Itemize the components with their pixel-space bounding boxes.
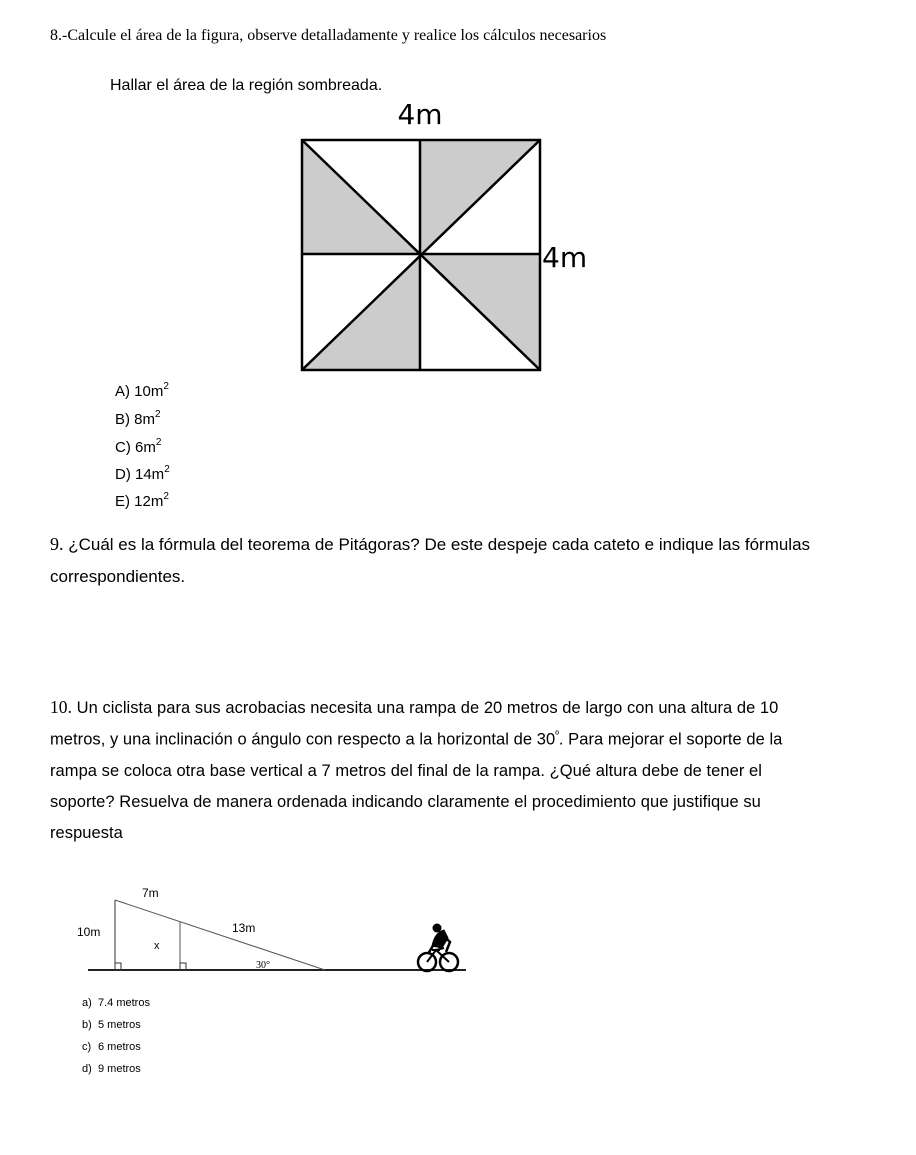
- option-c: C) $6m^2$: [115, 437, 162, 456]
- side-dimension-label: 4m: [542, 241, 588, 274]
- answer-a: a) 7.4 metros: [82, 997, 150, 1009]
- right-angle-mark-2: [180, 963, 186, 970]
- answer-b: b) 5 metros: [82, 1019, 141, 1031]
- ramp-figure: [70, 878, 480, 983]
- answer-c: c) 6 metros: [82, 1041, 141, 1053]
- shaded-square-figure: [290, 92, 620, 377]
- question-10-line-4: soporte? Resuelva de manera ordenada indicando claramente el procedimiento que justifique su: [50, 793, 761, 811]
- question-9-line-2: correspondientes.: [50, 567, 186, 586]
- question-10-line-3: rampa se coloca otra base vertical a 7 metros del final de la rampa. ¿Qué altura debe de tener el: [50, 762, 762, 780]
- label-13m: 13m: [232, 921, 256, 935]
- question-9-number: 9.: [50, 534, 64, 554]
- top-dimension-label: 4m: [397, 98, 443, 131]
- question-10-line-1: 10. Un ciclista para sus acrobacias necesita una rampa de 20 metros de largo con una altura de 10: [50, 697, 779, 717]
- label-7m: 7m: [142, 886, 159, 900]
- option-d: D) $14m^2$: [115, 464, 170, 483]
- cyclist-icon: [418, 924, 458, 972]
- answer-d: d) 9 metros: [82, 1063, 141, 1075]
- question-8-instruction: Hallar el área de la región sombreada.: [110, 77, 383, 94]
- label-x: x: [154, 940, 160, 952]
- question-9-line-1: 9. ¿Cuál es la fórmula del teorema de Pitágoras? De este despeje cada cateto e indique las fórmulas: [50, 534, 811, 554]
- option-b: B) $8m^2$: [115, 409, 161, 428]
- option-e: E) $12m^2$: [115, 491, 169, 510]
- ramp-hypotenuse: [115, 900, 325, 970]
- question-10-line-2: metros, y una inclinación o ángulo con respecto a la horizontal de $30^º$. Para mejorar el soporte de la: [50, 730, 783, 749]
- label-30-degrees: 30°: [256, 960, 270, 971]
- option-a: A) $10m^2$: [115, 381, 169, 400]
- right-angle-mark-1: [115, 963, 121, 970]
- question-8-title: 8.-Calcule el área de la figura, observe detalladamente y realice los cálculos necesarios: [50, 27, 607, 44]
- question-10-number: 10.: [50, 697, 73, 717]
- label-10m: 10m: [77, 925, 101, 939]
- question-10-line-5: respuesta: [50, 824, 123, 842]
